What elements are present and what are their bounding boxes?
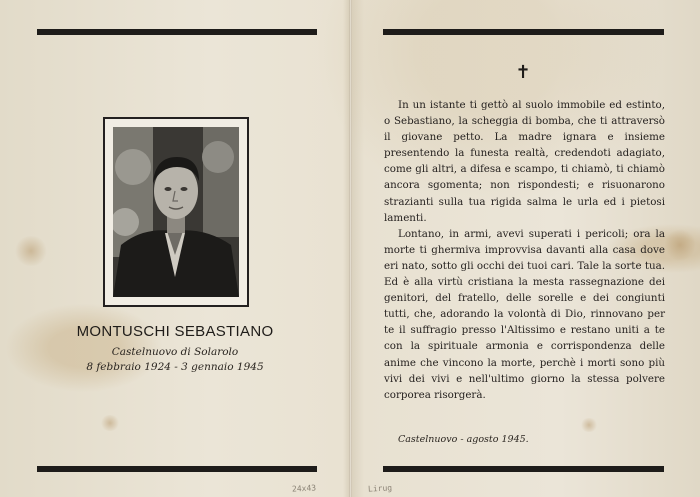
memorial-text	[384, 97, 665, 403]
portrait-frame	[103, 117, 249, 307]
paragraph-2: Lontano, in armi, avevi superati i pericoli; ora la morte ti ghermiva improvvisa davanti alla casa dove eri nato, sotto gli occhi dei tuoi cari. Tale la sorte tua. Ed è alla virtù cristiana la mesta rassegnazione dei genitori, del fratello, delle sorelle e dei congiunti tutti, che, adorando la volontà di Dio, rinnovano per te il suffragio presso l'Altissimo e restano uniti a te con la spirituale armonia e corrispondenza delle anime che vincono la morte, perchè i morti sono più vivi dei vivi e nell'ultimo giorno la stessa polvere corporea risorgerà.	[384, 227, 665, 401]
deceased-name: MONTUSCHI SEBASTIANO	[76, 323, 274, 340]
portrait-image	[113, 127, 239, 297]
top-rule-right	[383, 29, 664, 35]
paragraph-1: In un istante ti gettò al suolo immobile ed estinto, o Sebastiano, la scheggia di bomba, che ti attraversò il giovane petto. La madre ignara e insieme presentendo la funesta realtà, credendoti adagiato, come gli altri, a difesa e scampo, ti chiamò, ti chiamò ancora sgomenta; non rispondesti; e risuonarono strazianti sulla tua rigida salma le urla ed i pietosi lamenti.	[384, 99, 665, 224]
portrait-photo	[113, 127, 239, 297]
top-rule-left	[37, 29, 317, 35]
life-dates: 8 febbraio 1924 - 3 gennaio 1945	[86, 361, 264, 373]
center-fold	[349, 0, 352, 497]
pencil-note-left: 24x43	[291, 483, 317, 494]
bottom-rule-left	[37, 466, 317, 472]
stain	[100, 415, 120, 431]
stain	[665, 228, 695, 262]
place-date-signoff: Castelnuovo - agosto 1945.	[398, 434, 529, 445]
cross-icon: ✝	[515, 62, 531, 83]
pencil-note-right: Lirug	[367, 483, 393, 494]
stain	[14, 236, 48, 266]
stain	[580, 418, 598, 432]
bottom-rule-right	[383, 466, 664, 472]
birthplace: Castelnuovo di Solarolo	[111, 346, 239, 358]
